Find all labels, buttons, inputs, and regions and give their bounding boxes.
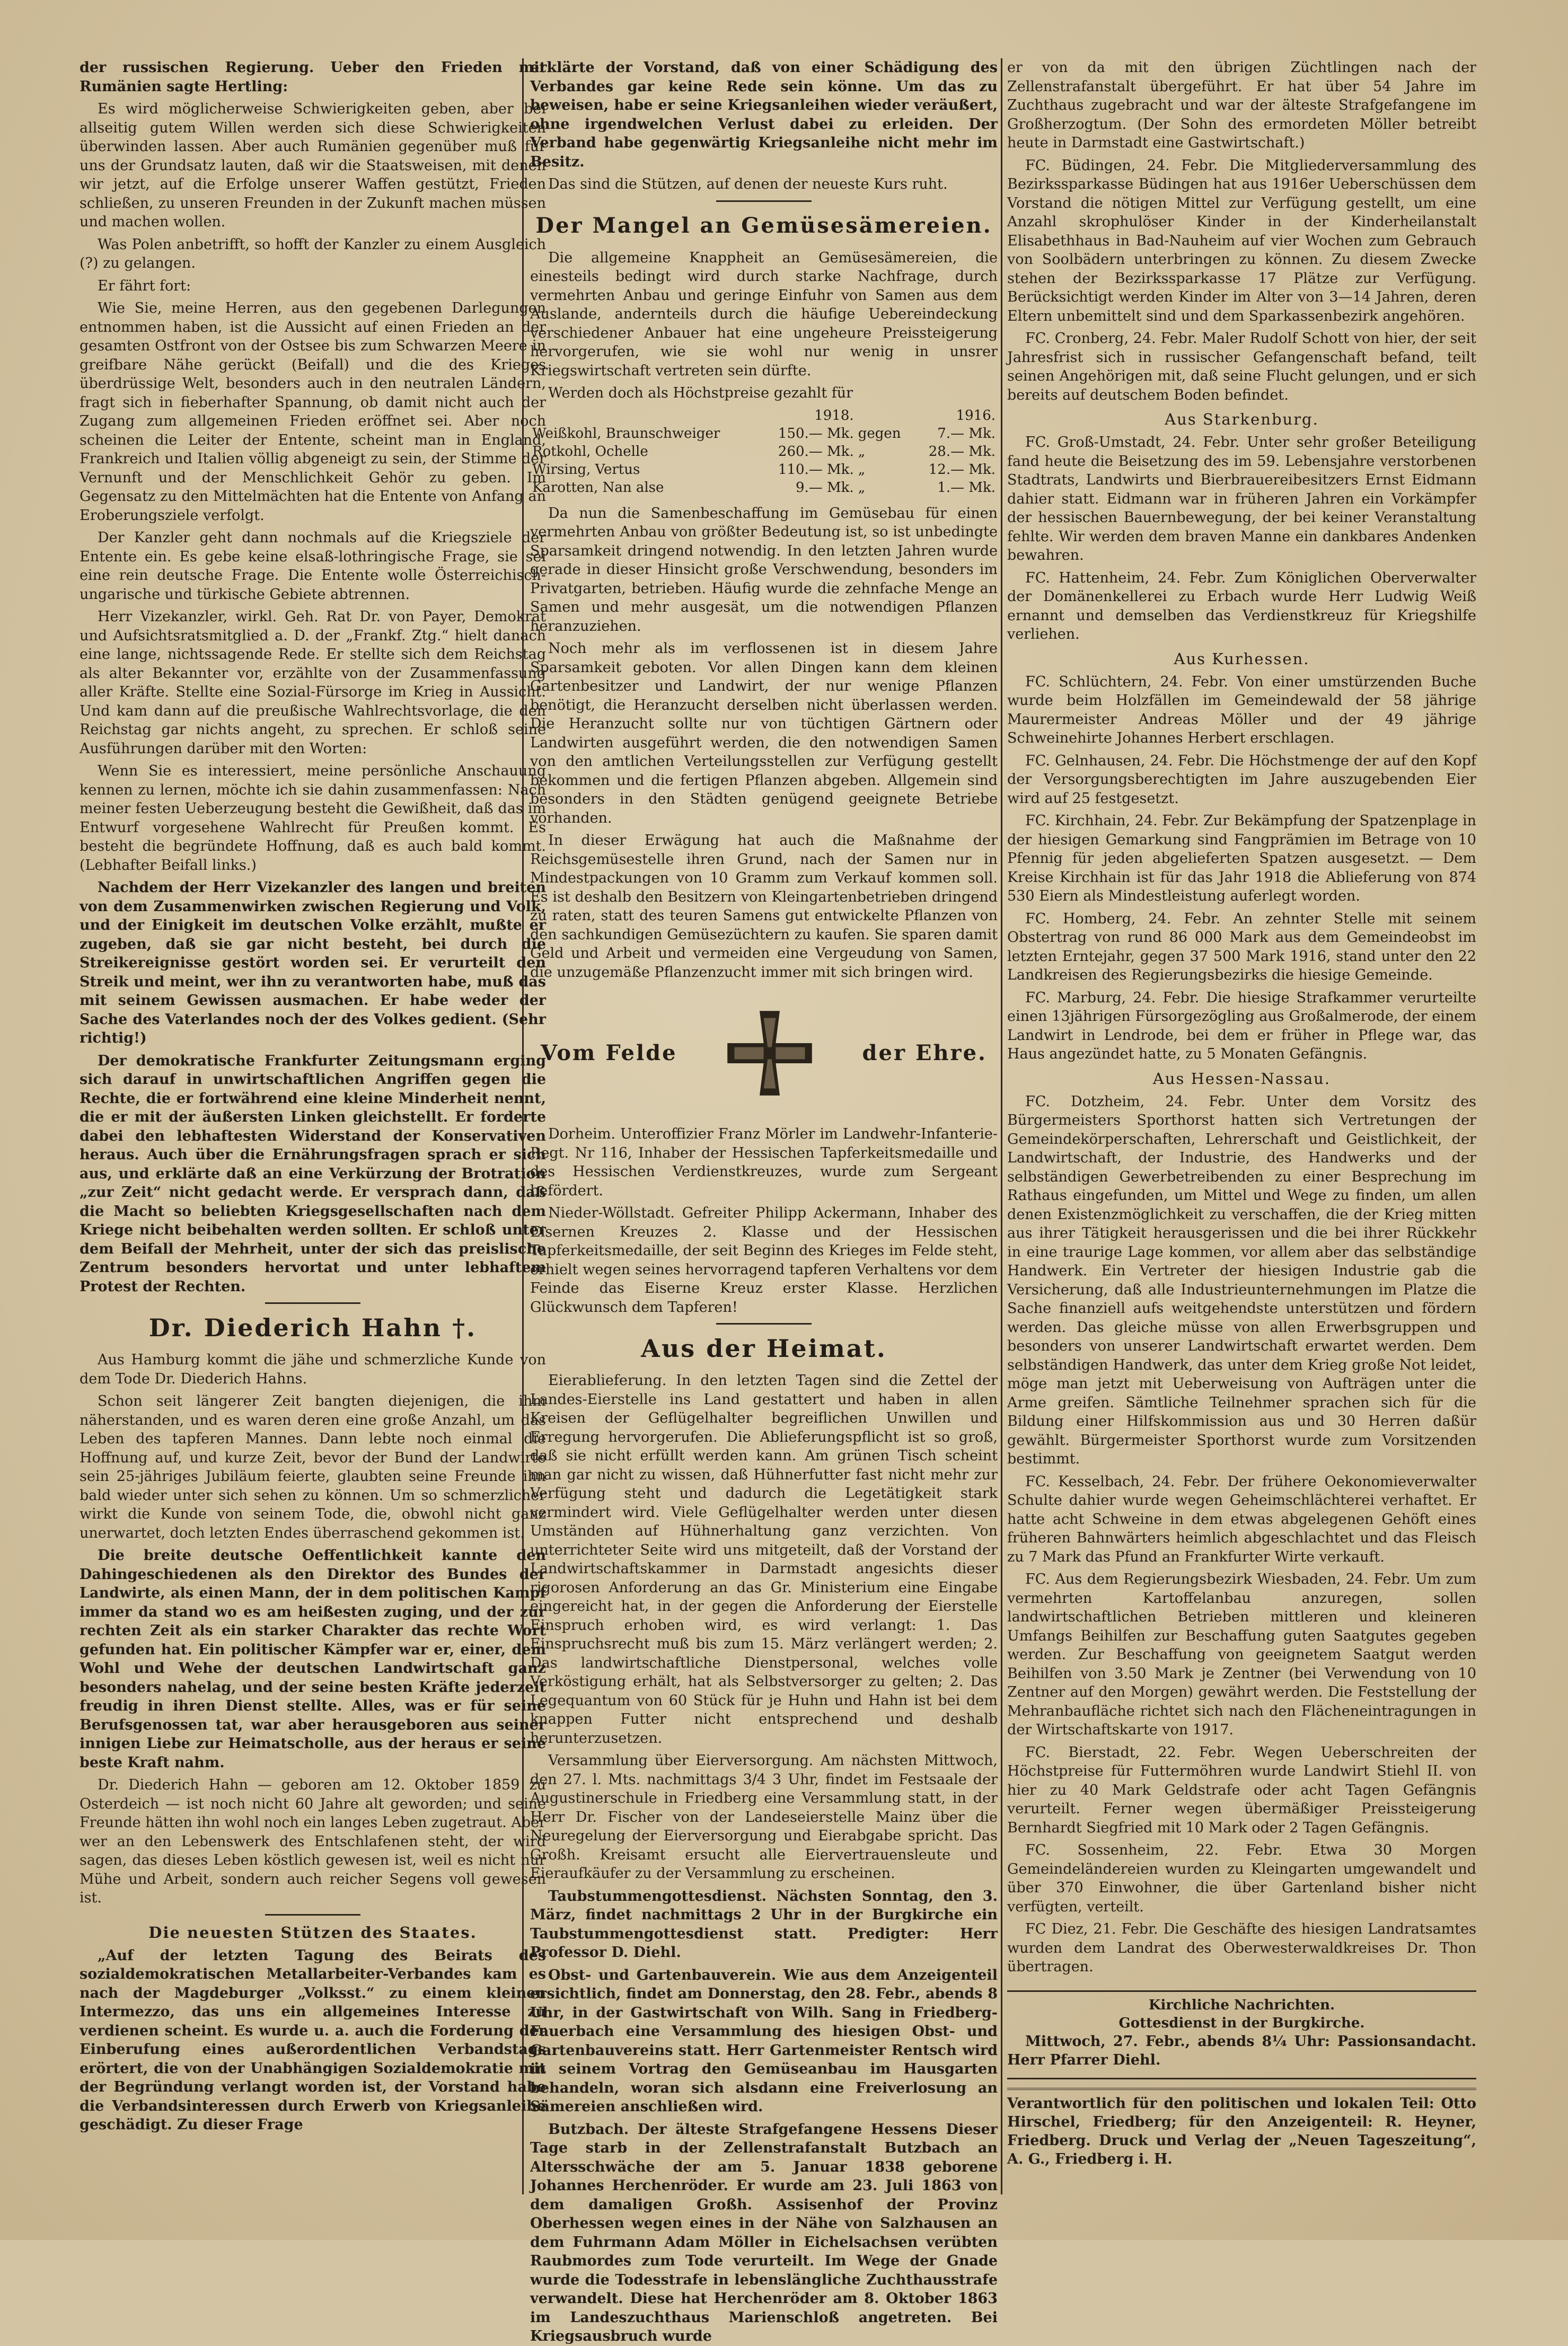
article-text: der russischen Regierung. Ueber den Frieden mit Rumänien sagte Hertling: [80,59,546,95]
column-2 [530,58,998,2344]
year-header: 1916. [956,407,996,424]
article-text: Taubstummengottesdienst. Nächsten Sonntag, den 3. März, findet nachmittags 2 Uhr in der Burgkirche ein Taubstummengottesdienst statt. Predigter: Herr Professor D. Diehl. [530,1888,998,1961]
article-text: Herr Vizekanzler, wirkl. Geh. Rat Dr. von Payer, Demokrat und Aufsichtsratsmitglied a. D. der „Frankf. Ztg.“ hielt danach eine lange, nichtssagende Rede. Er stellte sich dem Reichstag als alter Bekannter vor, erzählte von der Zusammenfassung aller Kräfte. Stellte eine Sozial-Fürsorge im Krieg in Aussicht. Und kam dann auf die preußische Wahlrechtsvorlage, die den Reichstag gar nichts angeht, zu sprechen. Er schloß seine Ausführungen darüber mit den Worten: [80,608,546,757]
article-text: FC. Cronberg, 24. Febr. Maler Rudolf Schott von hier, der seit Jahresfrist sich in russischer Gefangenschaft befand, teilt seinen Angehörigen mit, daß seine Flucht gelungen, und er sich bereits auf deutschem Boden befindet. [1007,330,1476,403]
article-text: „Auf der letzten Tagung des Beirats des sozialdemokratischen Metallarbeiter-Verbandes kam es nach der Magdeburger „Volksst.“ zu einem kleinen Intermezzo, das uns ein allgemeines Interesse zu verdienen scheint. Es wurde u. a. auch die Forderung der Einberufung eines außerordentlichen Verbandstags erörtert, die von der Unabhängigen Sozialdemokratie mit der Begründung verlangt worden ist, der Vorstand habe die Verbandsinteressen durch Erwerb von Kriegsanleihe geschädigt. Zu dieser Frage [80,1947,546,2133]
article-text: FC. Schlüchtern, 24. Febr. Von einer umstürzenden Buche wurde beim Holzfällen im Gemeindewald der 58 jährige Maurermeister Andreas Möller und der 49 jährige Schweinehirte Johannes Herbert erschlagen. [1007,673,1476,746]
article-text: FC. Groß-Umstadt, 24. Febr. Unter sehr großer Beteiligung fand heute die Beisetzung des im 59. Lebensjahre verstorbenen Stadtrats, Landwirts und Bierbrauereibesitzers Ernst Eidmann dahier statt. Eidmann war in früheren Jahren ein Vorkämpfer der hessischen Bauernbewegung, der bei keiner Veranstaltung fehlte. Wir werden dem braven Manne ein dankbares Andenken bewahren. [1007,434,1476,563]
article-text: FC. Homberg, 24. Febr. An zehnter Stelle mit seinem Obstertrag von rund 86 000 Mark aus dem Gemeindeobst im letzten Erntejahr, gegen 37 500 Mark 1916, stand unter den 22 Landkreisen des Regierungsbezirks die hiesige Gemeinde. [1007,910,1476,983]
article-text: FC Diez, 21. Febr. Die Geschäfte des hiesigen Landratsamtes wurden dem Landrat des Oberwesterwaldkreises Dr. Thon übertragen. [1007,1921,1476,1975]
article-text: Obst- und Gartenbauverein. Wie aus dem Anzeigenteil ersichtlich, findet am Donnerstag, den 28. Febr., abends 8 Uhr, in der Gastwirtschaft von Wilh. Sang in Friedberg-Fauerbach eine Versammlung des hiesigen Obst- und Gartenbauvereins statt. Herr Gartenmeister Rentsch wird in seinem Vortrag den Gemüseanbau im Hausgarten behandeln, woran sich alsdann eine Freiverlosung an Sämereien anschließen wird. [530,1966,998,2115]
article-text: FC. Büdingen, 24. Febr. Die Mitgliederversammlung des Bezirkssparkasse Büdingen hat aus 1916er Ueberschüssen dem Vorstand die nötigen Mittel zur Verfügung gestellt, um eine Anzahl skrophulöser Kinder in der Kinderheilanstalt Elisabethhaus in Bad-Nauheim auf vier Wochen zum Gebrauch von Soolbädern unterbringen zu können. Zu diesem Zwecke stehen der Bezirkssparkasse 17 Plätze zur Verfügung. Berücksichtigt werden Kinder im Alter von 3—14 Jahren, deren Eltern unbemittelt sind und dem Sparkassenbezirk angehören. [1007,157,1476,324]
article-text: Er fährt fort: [98,277,191,294]
region-heading: Aus Hessen-Nassau. [1152,1069,1331,1088]
article-text: FC. Aus dem Regierungsbezirk Wiesbaden, 24. Febr. Um zum vermehrten Kartoffelanbau anzuregen, sollen landwirtschaftlichen Betrieben mittleren und kleineren Umfangs Beihilfen zur Beschaffung guten Saatgutes gegeben werden. Zur Beschaffung von geeignetem Saatgut werden Beihilfen von 3.50 Mark je Zentner (bei Verwendung von 10 Zentner auf den Morgen) gewährt werden. Die Feststellung der Mehranbaufläche richtet sich nach den Flächeneintragungen in der Wirtschaftskarte von 1917. [1007,1571,1476,1738]
church-notices-subtitle: Gottesdienst in der Burgkirche. [1118,2015,1365,2031]
divider [716,1323,812,1325]
article-text: Die breite deutsche Oeffentlichkeit kannte den Dahingeschiedenen als den Direktor des Bundes der Landwirte, als einen Mann, der in dem politischen Kampf immer da stand wo es am heißesten zuging, und der zur rechten Zeit als ein starker Charakter das rechte Wort gefunden hat. Ein politischer Kämpfer war er, einer, dem Wohl und Wehe der deutschen Landwirtschaft ganz besonders nahelag, und der seine besten Kräfte jederzeit freudig in ihren Dienst stellte. Alles, was er für seine Berufsgenossen tat, war aber herausgeboren aus seiner innigen Liebe zur Heimatscholle, aus der heraus er seine beste Kraft nahm. [80,1547,546,1771]
divider [716,200,812,202]
article-text: Da nun die Samenbeschaffung im Gemüsebau für einen vermehrten Anbau von größter Bedeutung ist, so ist unbedingte Sparsamkeit dringend notwendig. In den letzten Jahren wurde gerade in dieser Hinsicht große Verschwendung, besonders im Privatgarten, betrieben. Häufig wurde die zehnfache Menge an Samen und mehr ausgesät, um die notwendigen Pflanzen heranzuziehen. [530,505,998,634]
article-text: Aus Hamburg kommt die jähe und schmerzliche Kunde von dem Tode Dr. Diederich Hahns. [80,1352,546,1387]
article-text: FC. Hattenheim, 24. Febr. Zum Königlichen Oberverwalter der Domänenkellerei zu Erbach wurde Herr Ludwig Weiß ernannt und demselben das Verdienstkreuz für Kriegshilfe verliehen. [1007,569,1476,642]
field-of-honor-heading [541,1003,987,1104]
headline-obituary: Dr. Diederich Hahn †. [148,1313,477,1342]
column-rule [1001,58,1002,2194]
article-text: FC. Marburg, 24. Febr. Die hiesige Strafkammer verurteilte einen 13jährigen Fürsorgezögling aus Großalmerode, der einem Landwirt in Lendrode, bei dem er früher in Pflege war, das Haus angezündet hatte, zu 5 Monaten Gefängnis. [1007,989,1476,1062]
article-text: Der demokratische Frankfurter Zeitungsmann erging sich darauf in unwirtschaftlichen Angriffen gegen die Rechte, die er fortwährend eine kleine Minderheit nennt, die er mit der äußersten Linken gleichstellt. Er forderte dabei den lebhaftesten Widerstand der Konservativen heraus. Auch über die Ernährungsfragen sprach er sich aus, und erklärte daß an eine Verkürzung der Brotration „zur Zeit“ nicht gedacht werde. Er versprach dann, daß die Macht so beliebten Kriegsgesellschaften nach dem Kriege nicht beibehalten werden sollten. Er schloß unter dem Beifall der Mehrheit, unter der sich das preislische Zentrum besonders hervortat und unter lebhaftem Protest der Rechten. [80,1052,546,1295]
headline-section: Die neuesten Stützen des Staates. [148,1923,477,1942]
table-row: Weißkohl, Braunschweiger 150.— Mk. gegen 7.— Mk. [532,425,996,442]
table-row: Rotkohl, Ochelle 260.— Mk. „ 28.— Mk. [532,443,996,460]
article-text: Dr. Diederich Hahn — geboren am 12. Oktober 1859 zu Osterdeich — ist noch nicht 60 Jahre alt geworden; und seine Freunde hätten ihn wohl noch ein langes Leben zugetraut. Aber wer an den Lebenswerk des Entschlafenen steht, der wird sagen, das dieses Leben köstlich gewesen ist, weil es nicht nur Mühe und Arbeit, sondern auch reicher Segens voll gewesen ist. [80,1777,546,1906]
article-text: Was Polen anbetrifft, so hofft der Kanzler zu einem Ausgleich (?) zu gelangen. [80,236,546,271]
article-text: Wenn Sie es interessiert, meine persönliche Anschauung kennen zu lernen, möchte ich sie dahin zusammenfassen: Nach meiner festen Ueberzeugung besteht die Gewißheit, daß das im Entwurf vorgesehene Wahlrecht für Preußen kommt. Es besteht die begründete Hoffnung, daß es auch bald kommt. (Lebhafter Beifall links.) [80,763,546,874]
region-heading: Aus Kurhessen. [1174,649,1310,668]
article-text: FC. Sossenheim, 22. Febr. Etwa 30 Morgen Gemeindeländereien wurden zu Kleingarten umgewandelt und über 370 Einwohner, die über Gartenland bisher nicht verfügten, verteilt. [1007,1842,1476,1915]
article-text: Nachdem der Herr Vizekanzler des langen und breiten von dem Zusammenwirken zwischen Regierung und Volk, und der Einigkeit im deutschen Volke erzählt, mußte er zugeben, daß sie gar nicht besteht, bei durch die Streikereignisse gestört worden sei. Er verurteilt den Streik und meint, wer ihn zu verantworten habe, muß das mit seinem Gewissen ausmachen. Er habe weder der Sache des Vaterlandes noch der des Volkes gedient. (Sehr richtig!) [80,879,546,1046]
article-text: Versammlung über Eierversorgung. Am nächsten Mittwoch, den 27. l. Mts. nachmittags 3/4 3 Uhr, findet im Festsaale der Augustinerschule in Friedberg eine Versammlung statt, in der Herr Dr. Fischer von der Landeseierstelle Mainz über die Neuregelung der Eierversorgung und Eierabgabe spricht. Das Großh. Kreisamt ersucht alle Eiervertrauensleute und Eieraufkäufer zu der Versammlung zu erscheinen. [530,1752,998,1882]
article-text: FC. Bierstadt, 22. Febr. Wegen Ueberschreiten der Höchstpreise für Futtermöhren wurde Landwirt Stiehl II. von hier zu 40 Mark Geldstrafe oder acht Tagen Gefängnis verurteilt. Ferner wegen übermäßiger Preissteigerung Bernhardt Siegfried mit 10 Mark oder 2 Tagen Gefängnis. [1007,1744,1476,1836]
column-1 [80,58,546,2205]
article-text: FC. Gelnhausen, 24. Febr. Die Höchstmenge der auf den Kopf der Versorgungsberechtigten im Jahre auszugebenden Eier wird auf 25 festgesetzt. [1007,752,1476,807]
article-text: Es wird möglicherweise Schwierigkeiten geben, aber bei allseitig gutem Willen werden sich diese Schwierigkeiten überwinden lassen. Aber auch Rumänien gegenüber muß für uns der Grundsatz lauten, daß wir die Staatsweisen, mit denen wir jetzt, auf die Erfolge unserer Waffen gestützt, Frieden schließen, zu unseren Freunden in der Zukunft machen müssen und machen wollen. [80,101,546,230]
year-header: 1918. [814,407,854,424]
table-row: Wirsing, Vertus 110.— Mk. „ 12.— Mk. [532,461,996,478]
article-text: Eierablieferung. In den letzten Tagen sind die Zettel der Landes-Eierstelle ins Land gestattert und haben in allen Kreisen der Geflügelhalter begreiflichen Unwillen und Erregung hervorgerufen. Die Ablieferungspflicht ist so groß, daß sie nicht erfüllt werden kann. Am grünen Tisch scheint man gar nicht zu wissen, daß Hühnerfutter fast nicht mehr zur Verfügung steht und dadurch die Legetätigkeit stark vermindert wird. Viele Geflügelhalter werden unter diesen Umständen auf Hühnerhaltung ganz verzichten. Von unterrichteter Seite wird uns mitgeteilt, daß der Vorstand der Landwirtschaftskammer in Darmstadt angesichts dieser rigorosen Anforderung an das Gr. Ministerium eine Eingabe eingereicht hat, in der gegen die Anforderung der Eierstelle Einspruch erhoben wird, es wird verlangt: 1. Das Einspruchsrecht muß bis zum 15. März verlängert werden; 2. Das landwirtschaftliche Dienstpersonal, welches volle Verköstigung erhält, hat als Selbstversorger zu gelten; 2. Das Legequantum von 60 Stück für je Huhn und Hahn ist bei dem knappen Futter nicht entsprechend und deshalb herunterzusetzen. [530,1372,998,1747]
headline-heimat: Aus der Heimat. [641,1334,887,1363]
table-row: Karotten, Nan alse 9.— Mk. „ 1.— Mk. [532,479,996,496]
article-text: In dieser Erwägung hat auch die Maßnahme der Reichsgemüsestelle ihren Grund, nach der Samen nur in Mindestpackungen von 10 Gramm zum Verkauf kommen soll. Es ist deshalb den Besitzern von Kleingartenbetrieben dringend zu raten, statt des teuren Samens gut entwickelte Pflanzen von den sachkundigen Gemüsezüchtern zu kaufen. Sie sparen damit Geld und Arbeit und vermeiden eine Vergeudung von Samen, die unzugemäße Pflanzenzucht immer mit sich bringen wird. [530,832,998,981]
article-text: er von da mit den übrigen Züchtlingen nach der Zellenstrafanstalt übergeführt. Er hat über 54 Jahre im Zuchthaus zugebracht und war der älteste Strafgefangene im Großherzogtum. (Der Sohn des ermordeten Möller betreibt heute in Darmstadt eine Gastwirtschaft.) [1007,59,1476,151]
article-text: Butzbach. Der älteste Strafgefangene Hessens Dieser Tage starb in der Zellenstrafanstalt Butzbach an Altersschwäche der am 5. Januar 1838 geborene Johannes Herchenröder. Er wurde am 23. Juli 1863 von dem damaligen Großh. Assisenhof der Provinz Oberhessen wegen eines in der Nähe von Salzhausen an dem Fuhrmann Adam Möller in Eichelsachsen verübten Raubmordes zum Tode verurteilt. Im Wege der Gnade wurde die Todesstrafe in lebenslängliche Zuchthausstrafe verwandelt. Diese hat Herchenröder am 8. Oktober 1863 im Landeszuchthaus Marienschloß angetreten. Bei Kriegsausbruch wurde [530,2121,998,2344]
region-heading: Aus Starkenburg. [1165,410,1319,428]
price-table [530,407,998,497]
article-text: Das sind die Stützen, auf denen der neueste Kurs ruht. [548,176,948,192]
column-3 [1007,58,1476,2205]
honor-title-right: der Ehre. [862,1040,987,1066]
article-text: Nieder-Wöllstadt. Gefreiter Philipp Ackermann, Inhaber des Eisernen Kreuzes 2. Klasse und der Hessischen Tapferkeitsmedaille, der seit Beginn des Krieges im Felde steht, erhielt wegen seines hervorragend tapferen Verhaltens vor dem Feinde das Eiserne Kreuz erster Klasse. Herzlichen Glückwunsch dem Tapferen! [530,1205,998,1316]
article-text: Schon seit längerer Zeit bangten diejenigen, die ihm näherstanden, und es waren deren eine große Anzahl, um das Leben des tapferen Mannes. Dann lebte noch einmal die Hoffnung auf, und kurze Zeit, bevor der Bund der Landwirte sein 25-jähriges Jubiläum feierte, glaubten seine Freunde ihn bald wieder unter sich sehen zu können. Um so schmerzlicher wirkt die Kunde von seinem Tode, die, obwohl nicht ganz unerwartet, doch letzten Endes überraschend gekommen ist. [80,1393,546,1541]
article-text: erklärte der Vorstand, daß von einer Schädigung des Verbandes gar keine Rede sein könne. Um das zu beweisen, habe er seine Kriegsanleihen wieder veräußert, ohne irgendwelchen Verlust dabei zu erleiden. Der Verband habe gegenwärtig Kriegsanleihe nicht mehr im Besitz. [530,59,998,170]
article-text: Werden doch als Höchstpreise gezahlt für [548,385,853,401]
article-text: Noch mehr als im verflossenen ist in diesem Jahre Sparsamkeit geboten. Vor allen Dingen kann dem kleinen Gartenbesitzer und Landwirt, der nur wenige Pflanzen benötigt, die Heranzucht derselben nicht überlassen werden. Die Heranzucht sollte nur von tüchtigen Gärtnern oder Landwirten ausgeführt werden, die den notwendigen Samen von den amtlichen Verteilungsstellen zur Verfügung gestellt bekommen und die fertigen Pflanzen abgeben. Allgemein sind besonders in den Städten genügend geeignete Betriebe vorhanden. [530,640,998,826]
honor-title-left: Vom Felde [541,1040,677,1066]
article-text: FC. Kesselbach, 24. Febr. Der frühere Oekonomieverwalter Schulte dahier wurde wegen Geheimschlächterei verhaftet. Er hatte acht Schweine in dem etwas abgelegenen Gehöft eines früheren Bahnwärters heimlich abgeschlachtet und das Fleisch zu 7 Mark das Pfund an Frankfurter Wirte verkauft. [1007,1473,1476,1565]
church-notices-title: Kirchliche Nachrichten. [1148,1997,1335,2013]
church-notice-text: Mittwoch, 27. Febr., abends 8¼ Uhr: Passionsandacht. Herr Pfarrer Diehl. [1007,2033,1476,2068]
article-text: Der Kanzler geht dann nochmals auf die Kriegsziele der Entente ein. Es gebe keine elsaß-lothringische Frage, sie sei eine rein deutsche Frage. Die Entente wolle Österreichisch-ungarische und türkische Gebiete abtrennen. [80,530,546,603]
divider [265,1302,360,1304]
divider [265,1914,360,1916]
imprint: Verantwortlich für den politischen und lokalen Teil: Otto Hirschel, Friedberg; für den Anzeigenteil: R. Heyner, Friedberg. Druck und Verlag der „Neuen Tageszeitung“, A. G., Friedberg i. H. [1007,2088,1476,2168]
headline-seeds: Der Mangel an Gemüsesämereien. [535,213,992,238]
church-notices [1007,1990,1476,2079]
article-text: FC. Dotzheim, 24. Febr. Unter dem Vorsitz des Bürgermeisters Sporthorst hatten sich Vertretungen der Gemeindekörperschaften, Lehrerschaft und Geistlichkeit, der Landwirtschaft, der Industrie, des Handwerks und der selbständigen Gewerbetreibenden zu einer Besprechung im Rathaus eingefunden, um Mittel und Wege zu finden, um allen denen Existenzmöglichkeit zu verschaffen, die der Krieg mitten aus ihrer Tätigkeit herausgerissen und die bei ihrer Rückkehr in eine traurige Lage kommen, vor allem aber das selbständige Handwerk. Ein Vertreter der hiesigen Industrie gab die Versicherung, daß alle Industrieunternehmungen im Platze die Sache finanziell aufs weitgehendste unterstützen und fördern werden. Das gleiche müsse von allen Erwerbsgruppen und besonders von unserer Landwirtschaft erwartet werden. Dem selbständigen Handwerk, das unter dem Krieg große Not leidet, möge man jetzt mit Ueberweisung von Aufträgen unter die Arme greifen. Sämtliche Teilnehmer sprachen sich für die Bildung einer Hilfskommission aus und 30 Herren daßür gewählt. Bürgermeister Sporthorst wurde zum Vorsitzenden bestimmt. [1007,1093,1476,1467]
article-text: Die allgemeine Knappheit an Gemüsesämereien, die einesteils bedingt wird durch starke Nachfrage, durch vermehrten Anbau und geringe Einfuhr von Samen aus dem Auslande, andernteils durch die häufige Uebereindeckung verschiedener Anbauer hat eine ungeheure Preissteigerung hervorgerufen, wie sie wohl nur wenig in unsrer Kriegswirtschaft vertreten sein dürfte. [530,249,998,379]
article-text: Dorheim. Unteroffizier Franz Mörler im Landwehr-Infanterie-Regt. Nr 116, Inhaber der Hessischen Tapferkeitsmedaille und des Hessischen Verdienstkreuzes, wurde zum Sergeant befördert. [530,1126,998,1199]
article-text: FC. Kirchhain, 24. Febr. Zur Bekämpfung der Spatzenplage in der hiesigen Gemarkung sind Fangprämien im Betrage von 10 Pfennig für jeden abgelieferten Spatzen ausgesetzt. — Dem Kreise Kirchhain ist für das Jahr 1918 die Ablieferung von 874 530 Eiern als Mindestleistung auferlegt worden. [1007,813,1476,904]
article-text: Wie Sie, meine Herren, aus den gegebenen Darlegungen entnommen haben, ist die Aussicht auf einen Frieden an der gesamten Ostfront von der Ostsee bis zum Schwarzen Meere in greifbare Nähe gerückt (Beifall) und die des Krieges überdrüssige Welt, besonders auch in den neutralen Ländern, fragt sich in fieberhafter Spannung, ob damit nicht auch der Zugang zum allgemeinen Frieden eröffnet sei. Aber noch scheinen die Leiter der Entente, scheint man in England, Frankreich und Italien völlig abgeneigt zu sein, der Stimme der Vernunft und der Menschlichkeit Gehör zu geben. Im Gegensatz zu den Mittelmächten hat die Entente von Anfang an Eroberungsziele verfolgt. [80,300,546,524]
iron-cross-icon [719,1003,820,1104]
